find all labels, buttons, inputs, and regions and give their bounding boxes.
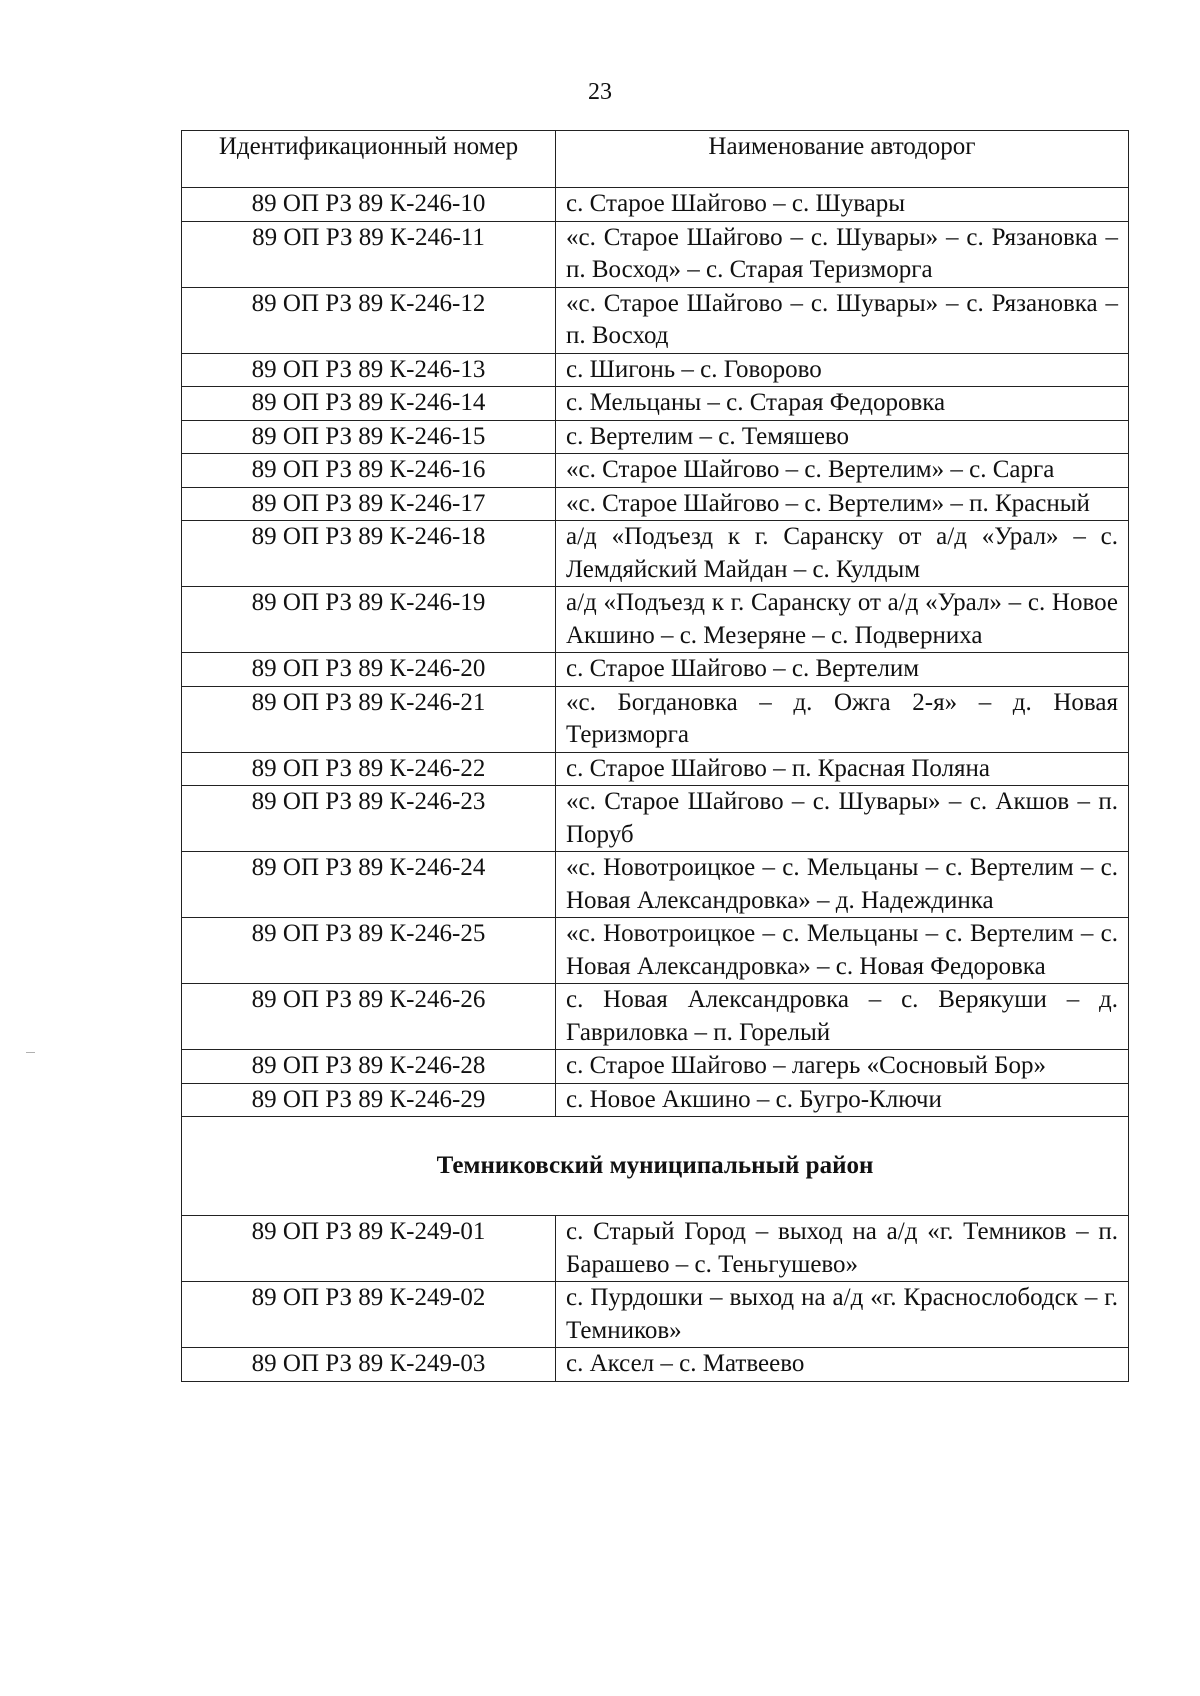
road-id-cell: 89 ОП РЗ 89 К-249-03 <box>182 1348 556 1382</box>
table-row <box>182 587 1129 653</box>
page-number: 23 <box>588 79 612 105</box>
road-id-cell: 89 ОП РЗ 89 К-246-18 <box>182 521 556 587</box>
table-row <box>182 686 1129 752</box>
road-id-cell: 89 ОП РЗ 89 К-246-26 <box>182 984 556 1050</box>
table-row <box>182 984 1129 1050</box>
table-section <box>182 1117 1129 1216</box>
table-row <box>182 188 1129 222</box>
table-body-b <box>182 1216 1129 1382</box>
table-row <box>182 454 1129 488</box>
road-id-cell: 89 ОП РЗ 89 К-246-16 <box>182 454 556 488</box>
road-name-cell: а/д «Подъезд к г. Саранску от а/д «Урал» – с. Новое Акшино – с. Мезеряне – с. Подверниха <box>556 587 1129 653</box>
table-row <box>182 786 1129 852</box>
road-name-cell: с. Новая Александровка – с. Верякуши – д. Гавриловка – п. Горелый <box>556 984 1129 1050</box>
road-id-cell: 89 ОП РЗ 89 К-246-14 <box>182 387 556 421</box>
road-name-cell: с. Шигонь – с. Говорово <box>556 353 1129 387</box>
section-title: Темниковский муниципальный район <box>182 1117 1129 1216</box>
table-row <box>182 221 1129 287</box>
header-name: Наименование автодорог <box>556 131 1129 188</box>
header-id: Идентификационный номер <box>182 131 556 188</box>
road-id-cell: 89 ОП РЗ 89 К-246-20 <box>182 653 556 687</box>
section-row <box>182 1117 1129 1216</box>
road-name-cell: с. Старое Шайгово – с. Шувары <box>556 188 1129 222</box>
road-name-cell: с. Вертелим – с. Темяшево <box>556 420 1129 454</box>
road-id-cell: 89 ОП РЗ 89 К-246-15 <box>182 420 556 454</box>
road-id-cell: 89 ОП РЗ 89 К-246-10 <box>182 188 556 222</box>
table-row <box>182 1348 1129 1382</box>
road-id-cell: 89 ОП РЗ 89 К-246-19 <box>182 587 556 653</box>
table-row <box>182 918 1129 984</box>
table-row <box>182 487 1129 521</box>
road-name-cell: с. Старое Шайгово – п. Красная Поляна <box>556 752 1129 786</box>
road-name-cell: с. Мельцаны – с. Старая Федоровка <box>556 387 1129 421</box>
table-header-row <box>182 131 1129 188</box>
table-row <box>182 387 1129 421</box>
road-name-cell: «с. Старое Шайгово – с. Шувары» – с. Акшов – п. Поруб <box>556 786 1129 852</box>
road-name-cell: «с. Старое Шайгово – с. Шувары» – с. Рязановка – п. Восход» – с. Старая Теризморга <box>556 221 1129 287</box>
table-row <box>182 752 1129 786</box>
road-id-cell: 89 ОП РЗ 89 К-246-13 <box>182 353 556 387</box>
table-row <box>182 521 1129 587</box>
road-name-cell: «с. Богдановка – д. Ожга 2-я» – д. Новая Теризморга <box>556 686 1129 752</box>
table-row <box>182 653 1129 687</box>
road-id-cell: 89 ОП РЗ 89 К-246-29 <box>182 1083 556 1117</box>
road-id-cell: 89 ОП РЗ 89 К-246-28 <box>182 1050 556 1084</box>
table-row <box>182 1282 1129 1348</box>
roads-table <box>181 130 1129 1382</box>
table-row <box>182 353 1129 387</box>
road-name-cell: с. Старое Шайгово – с. Вертелим <box>556 653 1129 687</box>
road-id-cell: 89 ОП РЗ 89 К-246-23 <box>182 786 556 852</box>
road-id-cell: 89 ОП РЗ 89 К-246-21 <box>182 686 556 752</box>
road-id-cell: 89 ОП РЗ 89 К-246-22 <box>182 752 556 786</box>
road-id-cell: 89 ОП РЗ 89 К-249-02 <box>182 1282 556 1348</box>
road-name-cell: с. Аксел – с. Матвеево <box>556 1348 1129 1382</box>
road-name-cell: «с. Старое Шайгово – с. Шувары» – с. Рязановка – п. Восход <box>556 287 1129 353</box>
table-row <box>182 1216 1129 1282</box>
road-name-cell: с. Пурдошки – выход на а/д «г. Краснослободск – г. Темников» <box>556 1282 1129 1348</box>
road-id-cell: 89 ОП РЗ 89 К-246-17 <box>182 487 556 521</box>
road-name-cell: с. Новое Акшино – с. Бугро-Ключи <box>556 1083 1129 1117</box>
road-name-cell: а/д «Подъезд к г. Саранску от а/д «Урал» – с. Лемдяйский Майдан – с. Кулдым <box>556 521 1129 587</box>
road-name-cell: «с. Новотроицкое – с. Мельцаны – с. Вертелим – с. Новая Александровка» – с. Новая Федоровка <box>556 918 1129 984</box>
road-id-cell: 89 ОП РЗ 89 К-246-24 <box>182 852 556 918</box>
road-id-cell: 89 ОП РЗ 89 К-246-12 <box>182 287 556 353</box>
road-name-cell: с. Старый Город – выход на а/д «г. Темников – п. Барашево – с. Теньгушево» <box>556 1216 1129 1282</box>
table-row <box>182 1083 1129 1117</box>
table-row <box>182 852 1129 918</box>
road-name-cell: «с. Старое Шайгово – с. Вертелим» – с. Сарга <box>556 454 1129 488</box>
road-name-cell: «с. Новотроицкое – с. Мельцаны – с. Вертелим – с. Новая Александровка» – д. Надеждинка <box>556 852 1129 918</box>
table-row <box>182 287 1129 353</box>
scan-artifact-mark <box>26 1052 35 1053</box>
road-name-cell: с. Старое Шайгово – лагерь «Сосновый Бор» <box>556 1050 1129 1084</box>
road-name-cell: «с. Старое Шайгово – с. Вертелим» – п. Красный <box>556 487 1129 521</box>
road-id-cell: 89 ОП РЗ 89 К-246-11 <box>182 221 556 287</box>
table-body-a <box>182 188 1129 1117</box>
table-row <box>182 420 1129 454</box>
table-row <box>182 1050 1129 1084</box>
road-id-cell: 89 ОП РЗ 89 К-246-25 <box>182 918 556 984</box>
road-id-cell: 89 ОП РЗ 89 К-249-01 <box>182 1216 556 1282</box>
